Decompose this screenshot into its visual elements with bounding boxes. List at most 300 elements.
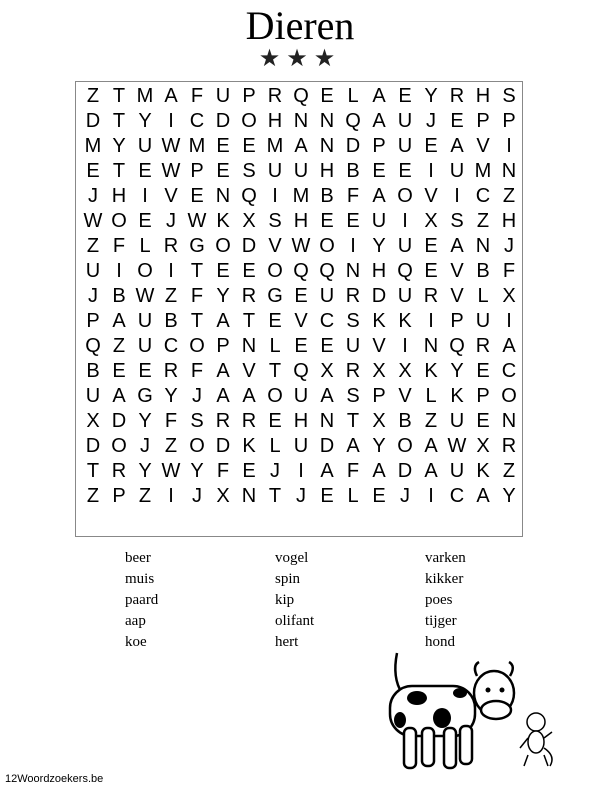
grid-letter[interactable]: O (397, 435, 413, 457)
grid-letter[interactable]: S (268, 210, 282, 232)
grid-letter[interactable]: R (449, 85, 465, 107)
grid-letter[interactable]: Q (85, 335, 101, 357)
grid-letter[interactable]: X (476, 435, 490, 457)
grid-letter[interactable]: A (450, 135, 464, 157)
grid-letter[interactable]: X (216, 485, 230, 507)
grid-letter[interactable]: I (142, 185, 148, 207)
grid-letter[interactable]: E (112, 360, 126, 382)
grid-letter[interactable]: E (372, 160, 386, 182)
grid-letter[interactable]: H (319, 160, 335, 182)
word-list-item: tijger (425, 613, 457, 629)
grid-letter[interactable]: C (475, 185, 491, 207)
grid-letter[interactable]: A (242, 385, 256, 407)
grid-letter[interactable]: G (137, 385, 153, 407)
grid-letter[interactable]: N (241, 335, 257, 357)
grid-letter[interactable]: R (111, 460, 127, 482)
grid-letter[interactable]: G (267, 285, 283, 307)
grid-letter[interactable]: L (347, 485, 359, 507)
grid-letter[interactable]: J (426, 110, 436, 132)
grid-letter[interactable]: U (85, 260, 101, 282)
grid-letter[interactable]: Q (449, 335, 465, 357)
grid-letter[interactable]: Y (190, 460, 204, 482)
grid-letter[interactable]: V (398, 385, 412, 407)
grid-letter[interactable]: U (293, 385, 309, 407)
grid-letter[interactable]: O (189, 435, 205, 457)
grid-letter[interactable]: A (502, 335, 516, 357)
grid-letter[interactable]: I (168, 260, 174, 282)
grid-letter[interactable]: R (241, 285, 257, 307)
grid-letter[interactable]: X (502, 285, 516, 307)
grid-letter[interactable]: R (163, 235, 179, 257)
grid-letter[interactable]: Z (138, 485, 152, 507)
grid-letter[interactable]: I (428, 485, 434, 507)
grid-letter[interactable]: W (161, 160, 181, 182)
grid-letter[interactable]: T (346, 410, 360, 432)
grid-letter[interactable]: M (266, 135, 284, 157)
grid-letter[interactable]: E (268, 410, 282, 432)
grid-letter[interactable]: A (346, 435, 360, 457)
grid-letter[interactable]: O (111, 435, 127, 457)
grid-letter[interactable]: U (267, 160, 283, 182)
grid-row (76, 459, 522, 484)
grid-letter[interactable]: G (189, 235, 205, 257)
grid-letter[interactable]: P (450, 310, 464, 332)
grid-letter[interactable]: V (424, 185, 438, 207)
grid-letter[interactable]: O (111, 210, 127, 232)
grid-letter[interactable]: O (137, 260, 153, 282)
grid-letter[interactable]: X (320, 360, 334, 382)
grid-letter[interactable]: O (319, 235, 335, 257)
grid-letter[interactable]: H (501, 210, 517, 232)
grid-letter[interactable]: A (294, 135, 308, 157)
grid-letter[interactable]: E (268, 310, 282, 332)
grid-letter[interactable]: Y (450, 360, 464, 382)
grid-letter[interactable]: Q (293, 260, 309, 282)
grid-letter[interactable]: W (161, 460, 181, 482)
grid-letter[interactable]: W (447, 435, 467, 457)
grid-letter[interactable]: K (216, 210, 230, 232)
grid-letter[interactable]: L (269, 335, 281, 357)
grid-letter[interactable]: E (320, 485, 334, 507)
grid-letter[interactable]: R (501, 435, 517, 457)
grid-letter[interactable]: E (476, 360, 490, 382)
grid-letter[interactable]: D (85, 110, 101, 132)
grid-letter[interactable]: F (190, 360, 204, 382)
grid-letter[interactable]: E (320, 210, 334, 232)
grid-letter[interactable]: K (476, 460, 490, 482)
grid-letter[interactable]: X (424, 210, 438, 232)
grid-letter[interactable]: L (347, 85, 359, 107)
grid-letter[interactable]: U (397, 110, 413, 132)
grid-letter[interactable]: A (320, 460, 334, 482)
grid-letter[interactable]: R (423, 285, 439, 307)
grid-letter[interactable]: T (112, 85, 126, 107)
grid-letter[interactable]: V (242, 360, 256, 382)
grid-letter[interactable]: Y (372, 435, 386, 457)
grid-letter[interactable]: V (450, 285, 464, 307)
grid-letter[interactable]: H (111, 185, 127, 207)
grid-letter[interactable]: N (475, 235, 491, 257)
grid-letter[interactable]: B (164, 310, 178, 332)
grid-letter[interactable]: V (372, 335, 386, 357)
grid-letter[interactable]: U (345, 335, 361, 357)
grid-letter[interactable]: I (506, 310, 512, 332)
grid-letter[interactable]: O (189, 335, 205, 357)
grid-letter[interactable]: A (320, 385, 334, 407)
grid-letter[interactable]: R (475, 335, 491, 357)
grid-letter[interactable]: I (298, 460, 304, 482)
grid-letter[interactable]: A (216, 385, 230, 407)
grid-letter[interactable]: V (450, 260, 464, 282)
grid-letter[interactable]: R (163, 360, 179, 382)
grid-letter[interactable]: Z (164, 285, 178, 307)
grid-letter[interactable]: E (346, 210, 360, 232)
grid-letter[interactable]: L (425, 385, 437, 407)
grid-letter[interactable]: T (268, 485, 282, 507)
grid-letter[interactable]: E (190, 185, 204, 207)
grid-letter[interactable]: Q (319, 260, 335, 282)
word-list-item: hond (425, 634, 455, 650)
grid-letter[interactable]: N (319, 110, 335, 132)
grid-letter[interactable]: Z (476, 210, 490, 232)
grid-letter[interactable]: E (450, 110, 464, 132)
grid-letter[interactable]: A (476, 485, 490, 507)
grid-letter[interactable]: T (190, 310, 204, 332)
grid-letter[interactable]: C (319, 310, 335, 332)
grid-letter[interactable]: U (137, 310, 153, 332)
grid-letter[interactable]: T (86, 460, 100, 482)
grid-letter[interactable]: U (293, 435, 309, 457)
grid-letter[interactable]: I (272, 185, 278, 207)
grid-letter[interactable]: E (242, 135, 256, 157)
grid-letter[interactable]: H (293, 210, 309, 232)
grid-letter[interactable]: W (161, 135, 181, 157)
grid-letter[interactable]: P (190, 160, 204, 182)
grid-letter[interactable]: P (502, 110, 516, 132)
grid-letter[interactable]: Q (293, 360, 309, 382)
grid-letter[interactable]: Z (86, 485, 100, 507)
grid-letter[interactable]: N (423, 335, 439, 357)
cow-illustration (382, 648, 517, 778)
grid-letter[interactable]: P (476, 110, 490, 132)
letter-grid[interactable] (75, 81, 523, 537)
grid-letter[interactable]: D (319, 435, 335, 457)
grid-letter[interactable]: R (267, 85, 283, 107)
grid-letter[interactable]: Q (397, 260, 413, 282)
grid-letter[interactable]: D (111, 410, 127, 432)
grid-letter[interactable]: H (371, 260, 387, 282)
grid-letter[interactable]: I (428, 310, 434, 332)
grid-letter[interactable]: R (345, 285, 361, 307)
grid-letter[interactable]: I (168, 485, 174, 507)
grid-row (76, 484, 522, 509)
grid-letter[interactable]: B (86, 360, 100, 382)
grid-letter[interactable]: H (267, 110, 283, 132)
grid-letter[interactable]: E (216, 135, 230, 157)
grid-letter[interactable]: U (449, 410, 465, 432)
grid-letter[interactable]: F (164, 410, 178, 432)
grid-letter[interactable]: V (294, 310, 308, 332)
grid-letter[interactable]: Y (138, 460, 152, 482)
grid-letter[interactable]: A (216, 310, 230, 332)
grid-letter[interactable]: F (346, 185, 360, 207)
grid-letter[interactable]: S (242, 160, 256, 182)
grid-letter[interactable]: D (241, 235, 257, 257)
grid-letter[interactable]: M (188, 135, 206, 157)
grid-letter[interactable]: S (346, 310, 360, 332)
grid-letter[interactable]: N (241, 485, 257, 507)
grid-letter[interactable]: E (424, 235, 438, 257)
grid-letter[interactable]: O (267, 260, 283, 282)
grid-letter[interactable]: U (85, 385, 101, 407)
grid-letter[interactable]: E (216, 160, 230, 182)
grid-letter[interactable]: W (83, 210, 103, 232)
grid-letter[interactable]: J (140, 435, 150, 457)
grid-letter[interactable]: E (398, 160, 412, 182)
grid-letter[interactable]: J (88, 285, 98, 307)
grid-letter[interactable]: W (291, 235, 311, 257)
grid-letter[interactable]: K (242, 435, 256, 457)
grid-letter[interactable]: K (398, 310, 412, 332)
grid-letter[interactable]: L (269, 435, 281, 457)
grid-letter[interactable]: C (501, 360, 517, 382)
grid-letter[interactable]: P (242, 85, 256, 107)
grid-letter[interactable]: S (450, 210, 464, 232)
grid-letter[interactable]: R (241, 410, 257, 432)
grid-letter[interactable]: C (163, 335, 179, 357)
grid-letter[interactable]: F (112, 235, 126, 257)
grid-letter[interactable]: U (293, 160, 309, 182)
grid-letter[interactable]: D (371, 285, 387, 307)
grid-letter[interactable]: I (350, 235, 356, 257)
grid-letter[interactable]: A (112, 310, 126, 332)
grid-letter[interactable]: U (397, 285, 413, 307)
grid-letter[interactable]: D (215, 435, 231, 457)
grid-letter[interactable]: J (270, 460, 280, 482)
grid-letter[interactable]: Y (372, 235, 386, 257)
grid-letter[interactable]: N (345, 260, 361, 282)
grid-letter[interactable]: B (346, 160, 360, 182)
grid-letter[interactable]: Q (293, 85, 309, 107)
grid-letter[interactable]: N (501, 410, 517, 432)
grid-letter[interactable]: I (428, 160, 434, 182)
grid-letter[interactable]: J (88, 185, 98, 207)
grid-letter[interactable]: E (242, 460, 256, 482)
grid-letter[interactable]: J (296, 485, 306, 507)
grid-letter[interactable]: A (372, 185, 386, 207)
grid-letter[interactable]: O (215, 235, 231, 257)
grid-letter[interactable]: I (506, 135, 512, 157)
grid-letter[interactable]: N (501, 160, 517, 182)
grid-letter[interactable]: Z (502, 460, 516, 482)
grid-letter[interactable]: A (450, 235, 464, 257)
grid-letter[interactable]: T (242, 310, 256, 332)
grid-letter[interactable]: O (241, 110, 257, 132)
grid-letter[interactable]: J (192, 385, 202, 407)
grid-letter[interactable]: P (476, 385, 490, 407)
grid-letter[interactable]: P (216, 335, 230, 357)
grid-letter[interactable]: A (372, 460, 386, 482)
grid-letter[interactable]: J (400, 485, 410, 507)
grid-letter[interactable]: F (502, 260, 516, 282)
grid-letter[interactable]: B (112, 285, 126, 307)
grid-letter[interactable]: E (424, 135, 438, 157)
grid-letter[interactable]: E (372, 485, 386, 507)
grid-letter[interactable]: Y (424, 85, 438, 107)
grid-letter[interactable]: S (502, 85, 516, 107)
grid-letter[interactable]: U (449, 460, 465, 482)
grid-letter[interactable]: V (164, 185, 178, 207)
grid-letter[interactable]: A (164, 85, 178, 107)
grid-letter[interactable]: Q (241, 185, 257, 207)
grid-letter[interactable]: U (397, 135, 413, 157)
grid-letter[interactable]: A (424, 435, 438, 457)
grid-letter[interactable]: I (454, 185, 460, 207)
grid-letter[interactable]: F (346, 460, 360, 482)
grid-letter[interactable]: A (112, 385, 126, 407)
grid-letter[interactable]: S (346, 385, 360, 407)
grid-letter[interactable]: A (372, 85, 386, 107)
grid-letter[interactable]: C (449, 485, 465, 507)
grid-letter[interactable]: Z (112, 335, 126, 357)
grid-letter[interactable]: W (187, 210, 207, 232)
grid-letter[interactable]: P (372, 135, 386, 157)
grid-letter[interactable]: K (372, 310, 386, 332)
grid-letter[interactable]: E (138, 210, 152, 232)
grid-letter[interactable]: U (449, 160, 465, 182)
grid-letter[interactable]: Z (86, 85, 100, 107)
grid-letter[interactable]: E (294, 335, 308, 357)
word-list-column-1 (125, 548, 158, 653)
grid-letter[interactable]: E (476, 410, 490, 432)
grid-letter[interactable]: F (216, 460, 230, 482)
grid-letter[interactable]: N (319, 410, 335, 432)
grid-letter[interactable]: P (86, 310, 100, 332)
grid-letter[interactable]: M (474, 160, 492, 182)
grid-letter[interactable]: U (319, 285, 335, 307)
grid-letter[interactable]: T (112, 160, 126, 182)
grid-letter[interactable]: B (476, 260, 490, 282)
grid-letter[interactable]: Z (164, 435, 178, 457)
grid-letter[interactable]: U (215, 85, 231, 107)
grid-letter[interactable]: L (139, 235, 151, 257)
grid-letter[interactable]: A (424, 460, 438, 482)
grid-letter[interactable]: Y (216, 285, 230, 307)
grid-letter[interactable]: E (86, 160, 100, 182)
grid-letter[interactable]: J (192, 485, 202, 507)
grid-letter[interactable]: O (267, 385, 283, 407)
grid-letter[interactable]: H (475, 85, 491, 107)
grid-letter[interactable]: U (137, 335, 153, 357)
grid-letter[interactable]: U (397, 235, 413, 257)
grid-letter[interactable]: E (242, 260, 256, 282)
grid-letter[interactable]: I (168, 110, 174, 132)
grid-letter[interactable]: T (112, 110, 126, 132)
grid-letter[interactable]: E (424, 260, 438, 282)
grid-letter[interactable]: X (86, 410, 100, 432)
grid-letter[interactable]: O (397, 185, 413, 207)
grid-letter[interactable]: X (242, 210, 256, 232)
grid-letter[interactable]: Y (112, 135, 126, 157)
grid-letter[interactable]: D (85, 435, 101, 457)
grid-letter[interactable]: E (138, 360, 152, 382)
grid-letter[interactable]: Y (502, 485, 516, 507)
grid-letter[interactable]: U (137, 135, 153, 157)
grid-letter[interactable]: A (372, 110, 386, 132)
grid-letter[interactable]: D (345, 135, 361, 157)
grid-letter[interactable]: I (402, 210, 408, 232)
grid-letter[interactable]: K (450, 385, 464, 407)
grid-letter[interactable]: R (215, 410, 231, 432)
grid-letter[interactable]: E (398, 85, 412, 107)
grid-letter[interactable]: Z (86, 235, 100, 257)
grid-letter[interactable]: T (190, 260, 204, 282)
grid-letter[interactable]: E (320, 335, 334, 357)
grid-letter[interactable]: Q (345, 110, 361, 132)
grid-letter[interactable]: F (190, 85, 204, 107)
grid-letter[interactable]: J (504, 235, 514, 257)
grid-letter[interactable]: M (136, 85, 154, 107)
grid-letter[interactable]: I (402, 335, 408, 357)
footer-site-name: 12Woordzoekers.be (5, 773, 104, 785)
grid-letter[interactable]: M (84, 135, 102, 157)
grid-letter[interactable]: L (477, 285, 489, 307)
grid-letter[interactable]: P (112, 485, 126, 507)
grid-letter[interactable]: P (372, 385, 386, 407)
grid-letter[interactable]: N (215, 185, 231, 207)
grid-letter[interactable]: X (372, 360, 386, 382)
grid-letter[interactable]: K (424, 360, 438, 382)
grid-letter[interactable]: S (190, 410, 204, 432)
grid-letter[interactable]: V (476, 135, 490, 157)
grid-letter[interactable]: E (138, 160, 152, 182)
grid-letter[interactable]: M (292, 185, 310, 207)
grid-letter[interactable]: R (345, 360, 361, 382)
grid-letter[interactable]: W (135, 285, 155, 307)
grid-letter[interactable]: U (475, 310, 491, 332)
grid-letter[interactable]: N (293, 110, 309, 132)
grid-letter[interactable]: H (293, 410, 309, 432)
grid-letter[interactable]: B (398, 410, 412, 432)
grid-letter[interactable]: E (294, 285, 308, 307)
grid-letter[interactable]: X (372, 410, 386, 432)
grid-letter[interactable]: N (319, 135, 335, 157)
grid-letter[interactable]: U (371, 210, 387, 232)
word-list-item: beer (125, 550, 151, 566)
grid-letter[interactable]: F (190, 285, 204, 307)
grid-letter[interactable]: O (501, 385, 517, 407)
grid-letter[interactable]: D (215, 110, 231, 132)
grid-letter[interactable]: T (268, 360, 282, 382)
grid-letter[interactable]: X (398, 360, 412, 382)
grid-letter[interactable]: Z (502, 185, 516, 207)
grid-letter[interactable]: A (216, 360, 230, 382)
grid-letter[interactable]: Y (164, 385, 178, 407)
grid-letter[interactable]: C (189, 110, 205, 132)
grid-letter[interactable]: I (116, 260, 122, 282)
grid-letter[interactable]: J (166, 210, 176, 232)
grid-letter[interactable]: E (216, 260, 230, 282)
grid-letter[interactable]: B (320, 185, 334, 207)
grid-letter[interactable]: Y (138, 410, 152, 432)
grid-letter[interactable]: D (397, 460, 413, 482)
grid-letter[interactable]: V (268, 235, 282, 257)
grid-letter[interactable]: Z (424, 410, 438, 432)
grid-row (76, 134, 522, 159)
grid-letter[interactable]: Y (138, 110, 152, 132)
star-icon: ★ (313, 46, 342, 72)
grid-letter[interactable]: E (320, 85, 334, 107)
